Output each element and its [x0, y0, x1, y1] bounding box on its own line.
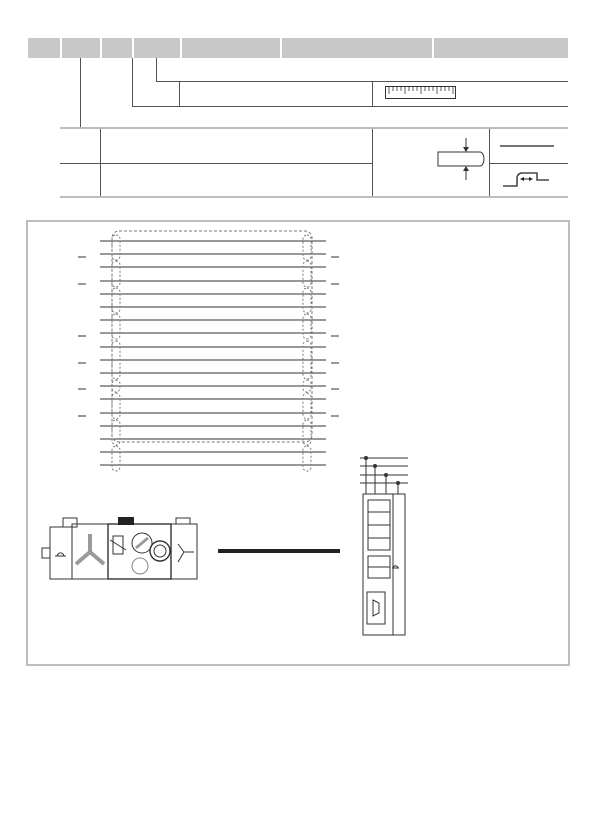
pair-shield — [112, 288, 120, 313]
bus-node — [396, 481, 400, 485]
bus-node — [384, 473, 388, 477]
bus-node — [373, 464, 377, 468]
winding-icon — [90, 552, 104, 564]
varistor-icon — [110, 540, 126, 550]
pair-shield — [112, 420, 120, 445]
shaft — [42, 548, 50, 558]
drive-section — [108, 524, 171, 579]
overall-shield — [112, 231, 312, 442]
pair-shield — [112, 235, 120, 260]
sub-d-connector — [373, 600, 379, 616]
resolver-icon — [150, 541, 170, 561]
connector-block — [118, 517, 134, 525]
terminal-box-left — [63, 518, 77, 527]
fan-icon — [178, 544, 194, 562]
pair-shield — [112, 393, 120, 419]
pair-shield — [303, 446, 311, 471]
pair-shield — [112, 446, 120, 471]
terminal-box-right — [176, 518, 190, 524]
pair-shield — [112, 314, 120, 339]
encoder-icon — [136, 538, 148, 548]
pair-shield — [112, 261, 120, 287]
pair-shield — [303, 288, 311, 313]
pair-shield — [303, 235, 311, 260]
pair-shield — [303, 393, 311, 419]
winding-icon — [76, 552, 90, 564]
pair-shield — [303, 261, 311, 287]
bearing-icon — [55, 553, 66, 556]
pair-shield — [303, 314, 311, 339]
sub-d-connector — [367, 592, 385, 624]
bus-node — [364, 456, 368, 460]
sensor-icon — [132, 558, 148, 574]
resolver-icon — [154, 545, 166, 557]
control-module — [363, 494, 405, 635]
